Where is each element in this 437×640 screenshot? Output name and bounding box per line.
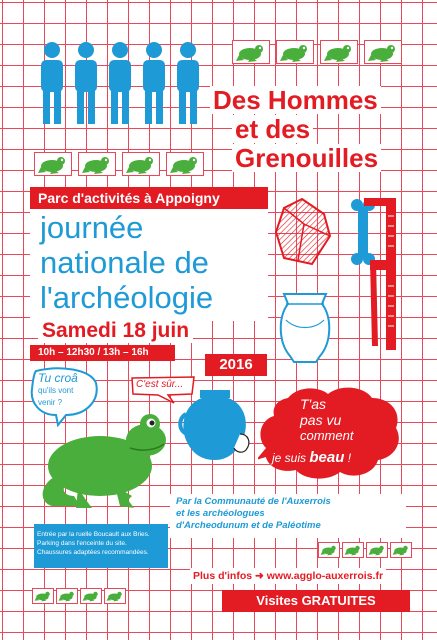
frog-icon [32,588,54,604]
event-title-line-1: journée [40,210,144,245]
pottery-vase-outline-icon [276,290,334,366]
blue-vase-illustration [176,388,254,464]
frog-question-line-3: venir ? [38,398,63,407]
event-year: 2016 [205,354,267,376]
boast-line-4-end: ! [344,451,352,465]
info-url[interactable]: www.agglo-auxerrois.fr [266,570,384,582]
event-hours: 10h – 12h30 / 13h – 16h [30,345,175,361]
person-figure-icon [174,40,202,126]
info-line [190,568,386,584]
frog-icon [104,588,126,604]
green-frog-illustration [34,404,170,512]
person-figure-icon [140,40,168,126]
boast-line-3: comment [300,428,354,443]
frog-question-line-2: qu'ils vont [38,386,74,395]
info-label: Plus d'infos [193,570,253,582]
frog-icon [366,542,388,558]
frog-icon [232,40,270,64]
boast-line-2: pas vu [300,412,342,428]
frog-icon [78,152,116,176]
access-line-3: Chaussures adaptées recommandées. [37,549,149,556]
event-title-line-2: nationale de [40,245,209,280]
frog-question-line-1: Tu croâ [38,371,78,385]
vase-reply-text: C'est sûr... [136,379,184,390]
boast-line-1: T'as [300,396,327,412]
organizers-line-2: et les archéologues [176,508,265,519]
person-figure-icon [38,40,66,126]
frog-icon [364,40,402,64]
boast-line-4-start: je suis [272,451,310,465]
frog-icon [122,152,160,176]
frog-icon [276,40,314,64]
boast-line-4 [272,450,351,466]
title-line-1: Des Hommes [210,86,381,114]
title-line-3: Grenouilles [232,144,381,172]
frog-icon [80,588,102,604]
person-figure-icon [106,40,134,126]
frog-icon [320,40,358,64]
boast-line-4-emphasis: beau [309,449,345,466]
flint-tool-icon [272,196,334,268]
organizers-line-3: d'Archeodunum et de Paléotime [176,520,321,531]
event-date: Samedi 18 juin [38,319,193,343]
event-title-line-3: l'archéologie [40,280,214,315]
access-line-2: Parking dans l'enceinte du site. [37,540,127,547]
frog-icon [166,152,204,176]
arrow-right-icon: ➜ [255,570,264,582]
title-line-2: et des [232,115,313,143]
organizers-line-1: Par la Communauté de l'Auxerrois [176,496,331,507]
frog-icon [56,588,78,604]
caliper-ruler-icon [350,196,400,352]
venue-banner: Parc d'activités à Appoigny [30,187,268,209]
frog-icon [34,152,72,176]
person-figure-icon [72,40,100,126]
frog-icon [390,542,412,558]
access-line-1: Entrée par la ruelle Boucault aux Bries. [37,531,150,538]
frog-icon [342,542,364,558]
frog-icon [318,542,340,558]
free-visits-banner: Visites GRATUITES [222,590,410,612]
